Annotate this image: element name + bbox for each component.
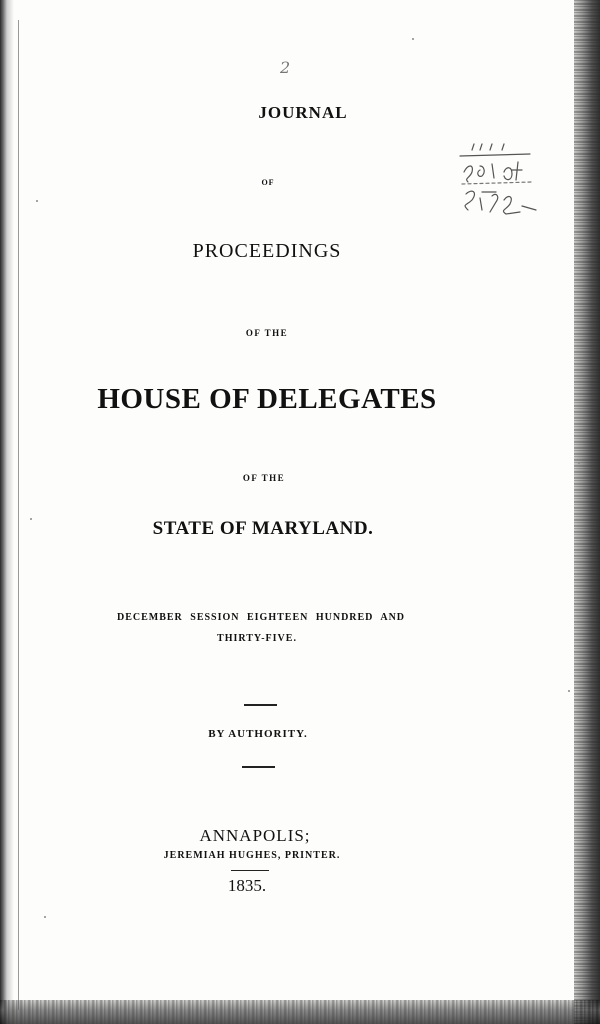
scan-edge-line [18,20,19,1010]
scan-edge-right [574,0,600,1024]
title-state-of-maryland: STATE OF MARYLAND. [152,518,374,539]
title-of-the-2: OF THE [242,473,286,483]
scan-edge-bottom [0,1000,600,1024]
scan-speck [36,200,38,202]
divider-rule-3 [231,870,269,871]
scan-speck [412,38,414,40]
scan-speck [44,916,46,918]
imprint-year: 1835. [227,876,267,895]
imprint-printer: JEREMIAH HUGHES, PRINTER. [163,850,341,861]
title-house-of-delegates: HOUSE OF DELEGATES [97,383,437,415]
scan-speck [568,690,570,692]
scan-speck [578,462,580,464]
divider-rule-2 [242,766,275,768]
scan-speck [30,518,32,520]
handwritten-shelfmark-icon [452,142,542,232]
divider-rule-1 [244,704,277,706]
by-authority: BY AUTHORITY. [208,728,308,740]
title-journal: JOURNAL [258,103,348,122]
page-mark: 2 [280,58,291,77]
scan-edge-left [0,0,14,1024]
title-proceedings: PROCEEDINGS [192,240,342,262]
title-of-the-1: OF THE [245,328,289,338]
imprint-place: ANNAPOLIS; [199,826,311,845]
session-line-2: THIRTY-FIVE. [217,633,297,644]
title-of: OF [261,178,275,187]
session-line-1: DECEMBER SESSION EIGHTEEN HUNDRED AND [116,612,406,623]
